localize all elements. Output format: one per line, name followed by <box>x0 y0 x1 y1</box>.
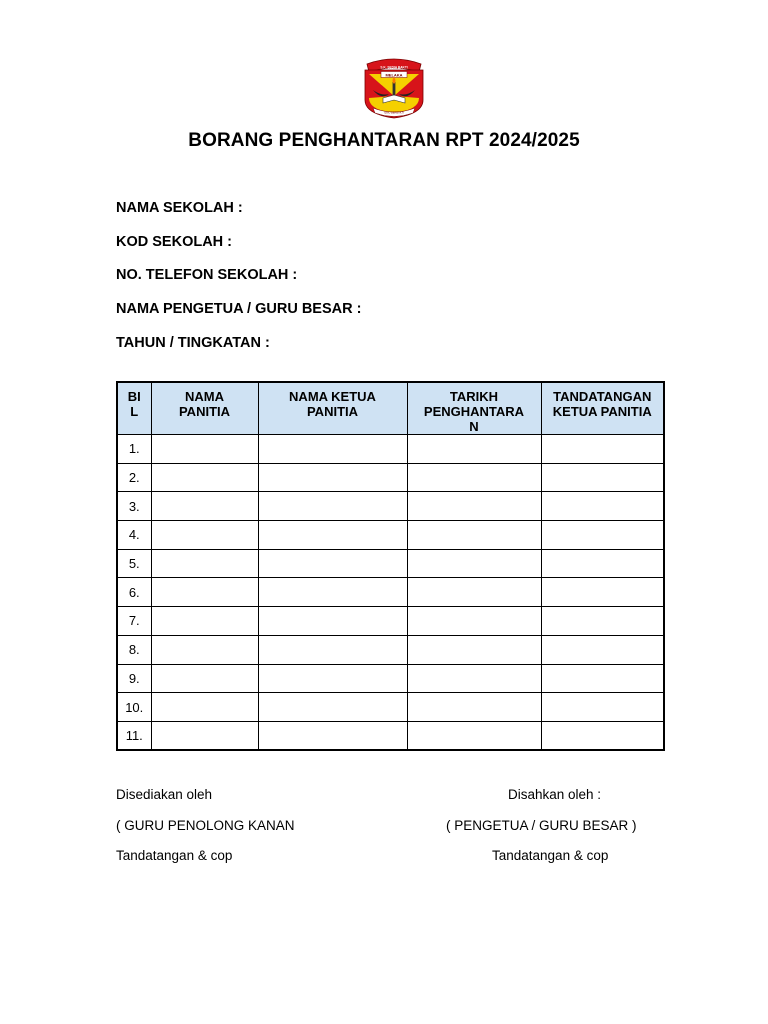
table-row <box>117 607 664 636</box>
row-number: 9. <box>117 664 151 693</box>
committee-cell[interactable] <box>151 607 258 636</box>
col-header-bil <box>117 382 151 435</box>
committee-cell[interactable] <box>151 693 258 722</box>
logo-banner-text: MELAKA <box>385 72 403 78</box>
field-school-name: NAMA SEKOLAH : <box>116 200 243 216</box>
chair-name-cell[interactable] <box>258 721 407 750</box>
table-row <box>117 693 664 722</box>
committee-cell[interactable] <box>151 721 258 750</box>
signature-cell[interactable] <box>541 607 664 636</box>
date-cell[interactable] <box>407 721 541 750</box>
committee-cell[interactable] <box>151 492 258 521</box>
table-row <box>117 492 664 521</box>
committee-cell[interactable] <box>151 549 258 578</box>
field-principal-name: NAMA PENGETUA / GURU BESAR : <box>116 301 362 317</box>
school-logo <box>359 56 429 120</box>
chair-name-cell[interactable] <box>258 492 407 521</box>
committee-cell[interactable] <box>151 521 258 550</box>
signature-cell[interactable] <box>541 463 664 492</box>
approved-role-label: ( PENGETUA / GURU BESAR ) <box>446 818 637 833</box>
approved-by-label: Disahkan oleh : <box>508 787 602 802</box>
signature-cell[interactable] <box>541 578 664 607</box>
col-header-date <box>407 382 541 435</box>
committee-cell[interactable] <box>151 635 258 664</box>
row-number: 10. <box>117 693 151 722</box>
table-row <box>117 521 664 550</box>
date-cell[interactable] <box>407 607 541 636</box>
field-school-code: KOD SEKOLAH : <box>116 234 232 250</box>
table-header-row <box>117 382 664 435</box>
col-header-chair-name-label: NAMA KETUA PANITIA <box>289 389 376 419</box>
date-cell[interactable] <box>407 521 541 550</box>
prepared-by-label: Disediakan oleh <box>116 787 213 802</box>
chair-name-cell[interactable] <box>258 435 407 464</box>
col-header-date-label: TARIKH PENGHANTARA N <box>423 389 525 434</box>
committee-cell[interactable] <box>151 463 258 492</box>
page-title: BORANG PENGHANTARAN RPT 2024/2025 <box>188 130 580 151</box>
signature-cell[interactable] <box>541 549 664 578</box>
signature-cell[interactable] <box>541 693 664 722</box>
chair-name-cell[interactable] <box>258 578 407 607</box>
row-number: 7. <box>117 607 151 636</box>
chair-name-cell[interactable] <box>258 635 407 664</box>
col-header-chair-name <box>258 382 407 435</box>
table-body <box>117 435 664 751</box>
committee-cell[interactable] <box>151 435 258 464</box>
date-cell[interactable] <box>407 463 541 492</box>
chair-name-cell[interactable] <box>258 607 407 636</box>
table-row <box>117 549 664 578</box>
field-school-phone: NO. TELEFON SEKOLAH : <box>116 267 298 283</box>
col-header-committee <box>151 382 258 435</box>
logo-motto: ILMU BERBAKTI <box>384 111 404 115</box>
signature-cell[interactable] <box>541 635 664 664</box>
signature-cell[interactable] <box>541 721 664 750</box>
row-number: 3. <box>117 492 151 521</box>
table-row <box>117 463 664 492</box>
chair-name-cell[interactable] <box>258 463 407 492</box>
date-cell[interactable] <box>407 693 541 722</box>
row-number: 11. <box>117 721 151 750</box>
signature-cell[interactable] <box>541 435 664 464</box>
prepared-role-label: ( GURU PENOLONG KANAN <box>116 818 295 833</box>
col-header-committee-label: NAMA PANITIA <box>178 389 231 419</box>
signature-cell[interactable] <box>541 492 664 521</box>
table-row <box>117 435 664 464</box>
col-header-signature-label: TANDATANGAN KETUA PANITIA <box>552 389 652 419</box>
committee-cell[interactable] <box>151 664 258 693</box>
row-number: 4. <box>117 521 151 550</box>
row-number: 5. <box>117 549 151 578</box>
approved-signature-label: Tandatangan & cop <box>492 848 609 863</box>
date-cell[interactable] <box>407 664 541 693</box>
committee-cell[interactable] <box>151 578 258 607</box>
row-number: 2. <box>117 463 151 492</box>
date-cell[interactable] <box>407 492 541 521</box>
prepared-signature-label: Tandatangan & cop <box>116 848 233 863</box>
chair-name-cell[interactable] <box>258 521 407 550</box>
logo-top-text: S.K. SEDIA BAKTI <box>380 65 408 70</box>
chair-name-cell[interactable] <box>258 549 407 578</box>
table-row <box>117 578 664 607</box>
row-number: 8. <box>117 635 151 664</box>
date-cell[interactable] <box>407 578 541 607</box>
date-cell[interactable] <box>407 549 541 578</box>
table-row <box>117 721 664 750</box>
table-row <box>117 664 664 693</box>
submission-table <box>116 381 665 751</box>
col-header-signature <box>541 382 664 435</box>
col-header-bil-label: BI L <box>127 389 141 419</box>
chair-name-cell[interactable] <box>258 664 407 693</box>
chair-name-cell[interactable] <box>258 693 407 722</box>
signature-cell[interactable] <box>541 521 664 550</box>
date-cell[interactable] <box>407 635 541 664</box>
date-cell[interactable] <box>407 435 541 464</box>
field-year-form: TAHUN / TINGKATAN : <box>116 335 270 351</box>
table-row <box>117 635 664 664</box>
signature-cell[interactable] <box>541 664 664 693</box>
row-number: 6. <box>117 578 151 607</box>
row-number: 1. <box>117 435 151 464</box>
